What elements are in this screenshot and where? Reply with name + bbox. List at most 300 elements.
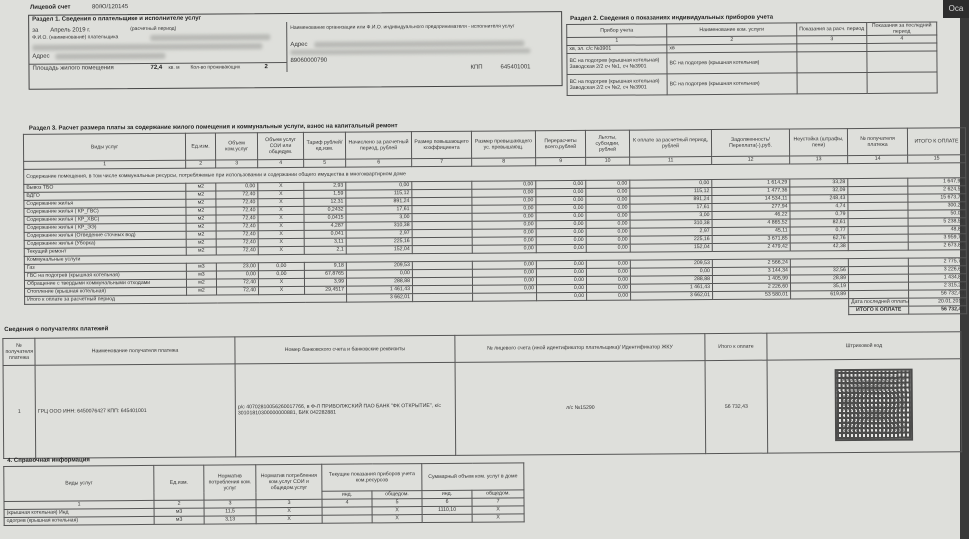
- calc-col-index: 14: [848, 155, 908, 163]
- service-value: 0,00: [586, 244, 630, 252]
- service-value: 0,00: [472, 213, 536, 221]
- service-value: X: [258, 214, 304, 222]
- service-value: 2 566,24: [712, 259, 790, 268]
- meters-col-device: Прибор учета: [567, 24, 667, 38]
- service-value: 0,00: [536, 212, 586, 220]
- service-name: Содержание жилья (Отведение сточных вод): [24, 231, 186, 240]
- ref-col-index: 7: [472, 498, 524, 506]
- service-value: 0,00: [537, 284, 587, 292]
- ref-subcol: инд.: [322, 491, 372, 499]
- recipient-no: 1: [3, 365, 36, 458]
- service-value: м2: [186, 223, 216, 231]
- service-value: 1 477,36: [712, 187, 790, 196]
- service-value: 48,85: [908, 226, 966, 234]
- service-name: Содержание жилья ( КР_ЭЭ): [24, 223, 186, 232]
- service-value: X: [258, 190, 304, 198]
- service-value: м3: [186, 263, 216, 271]
- service-value: 277,94: [712, 203, 790, 212]
- service-value: 0,00: [536, 204, 586, 212]
- recipients-col-barcode: Штриховой код: [767, 332, 961, 360]
- service-value: 3 144,34: [712, 267, 790, 276]
- service-value: 1,59: [304, 190, 346, 198]
- service-value: 4 865,52: [712, 219, 790, 228]
- service-value: 3 959,77: [908, 234, 966, 242]
- ref-subcol: общедом.: [372, 491, 422, 499]
- service-value: 29,4517: [305, 286, 347, 294]
- service-value: 0,00: [472, 205, 536, 213]
- service-value: 0,0415: [304, 214, 346, 222]
- service-value: 0,00: [472, 245, 536, 253]
- ref-col-index: 4: [322, 499, 372, 507]
- service-value: 72,40: [216, 191, 258, 199]
- meter-device: хв, эл. с/с №3901: [567, 45, 667, 54]
- service-value: 288,88: [346, 278, 412, 286]
- calc-col-index: 7: [412, 158, 472, 166]
- ref-value: X: [372, 515, 422, 523]
- service-value: 0,00: [536, 180, 586, 188]
- service-value: 2 673,84: [908, 242, 966, 250]
- service-value: 0,00: [536, 188, 586, 196]
- service-value: 0,00: [586, 260, 630, 268]
- service-value: 82,61: [790, 219, 848, 227]
- service-value: 0,00: [536, 244, 586, 252]
- calc-col-header: Ед.изм.: [185, 133, 215, 160]
- service-name: Содержание жилья: [24, 199, 186, 208]
- service-value: 1 647,98: [908, 178, 966, 186]
- service-value: 0,00: [536, 196, 586, 204]
- service-name: Содержание жилья ( КР_ХВС): [24, 215, 186, 224]
- reference-table: [3, 462, 524, 526]
- service-value: 2 775,77: [908, 258, 966, 266]
- residents-value: 2: [264, 64, 268, 71]
- recipients-col-no: № получателя платежа: [3, 338, 35, 365]
- calc-col-index: 2: [186, 160, 216, 168]
- service-value: 4,287: [304, 222, 346, 230]
- service-value: 225,16: [346, 238, 412, 246]
- service-value: м2: [186, 231, 216, 239]
- total-value: 3 662,01: [631, 292, 713, 301]
- service-value: м2: [186, 247, 216, 255]
- period-caption: (расчетный период): [130, 25, 177, 33]
- meter-service: ВС на подогрев (крышная котельная): [667, 73, 797, 95]
- area-label: Площадь жилого помещения: [32, 65, 114, 72]
- recipients-table: [2, 331, 962, 459]
- executor-phone: 89060000790: [290, 57, 328, 64]
- section2-title: Раздел 2. Сведения о показаниях индивидуальных приборов учета: [570, 14, 774, 23]
- ref-value: м3: [154, 516, 204, 524]
- recipients-col-account: № лицевого счета (иной идентификатор плательщика)/ Идентификатор ЖКУ: [455, 334, 705, 363]
- service-value: 42,38: [790, 243, 848, 251]
- service-value: 0,00: [536, 276, 586, 284]
- service-value: м2: [186, 279, 216, 287]
- service-value: 891,24: [346, 198, 412, 206]
- total-value: 0,00: [537, 292, 587, 300]
- service-value: 0,00: [586, 212, 630, 220]
- service-value: 0,00: [536, 220, 586, 228]
- service-value: 0,00: [586, 284, 630, 292]
- service-value: 3 226,63: [908, 266, 966, 274]
- ref-col-unit: Ед.изм.: [154, 465, 204, 500]
- calc-col-index: 3: [216, 160, 258, 168]
- service-value: 72,40: [216, 279, 258, 287]
- service-value: 28,89: [790, 275, 848, 283]
- ref-col-index: 5: [372, 499, 422, 507]
- meters-col-current: Показания за расч. период: [797, 22, 867, 35]
- service-value: 2,97: [630, 228, 712, 237]
- calc-col-header: Виды услуг: [23, 133, 185, 161]
- ref-col-index: 3: [256, 499, 322, 507]
- ref-value: м3: [154, 508, 204, 516]
- service-value: 46,22: [712, 211, 790, 220]
- service-value: 17,61: [346, 206, 412, 214]
- service-value: 72,40: [216, 231, 258, 239]
- service-value: 0,041: [304, 230, 346, 238]
- ref-value: [322, 515, 372, 523]
- ref-col-service: Виды услуг: [4, 465, 154, 501]
- service-value: 0,00: [586, 228, 630, 236]
- service-value: 209,53: [630, 260, 712, 269]
- ref-value: [422, 514, 472, 522]
- meters-idx: 3: [797, 35, 867, 43]
- redacted-payer: [150, 34, 270, 41]
- total-label: Итого к оплате за расчетный период: [25, 294, 347, 304]
- service-value: X: [258, 238, 304, 246]
- kpp-label: КПП: [470, 64, 483, 71]
- recipients-title: Сведения о получателях платежей: [4, 326, 109, 333]
- group-utilities: Коммунальные услуги: [24, 250, 966, 265]
- calc-col-header: Начислено за расчетный период, рублей: [345, 132, 411, 159]
- service-value: 310,38: [346, 222, 412, 230]
- service-value: 248,43: [790, 195, 848, 203]
- grand-total-label: ИТОГО К ОПЛАТЕ: [849, 306, 909, 314]
- service-value: 0,00: [586, 196, 630, 204]
- meter-device: ВС на подогрев (крышная котельная) Заводская 2/2 сч №2, сч №3901: [567, 74, 667, 96]
- last-payment-label: Дата последней оплаты: [849, 298, 909, 306]
- service-value: 72,40: [216, 239, 258, 247]
- service-value: 2 315,23: [908, 282, 966, 290]
- account-label: Лицевой счет: [30, 4, 71, 11]
- service-value: 0,00: [586, 276, 630, 284]
- service-value: X: [259, 286, 305, 294]
- ref-col-index: 3: [204, 500, 256, 508]
- calculation-table: [23, 127, 967, 321]
- total-value: 0,00: [587, 292, 631, 300]
- service-name: Отопление (крышная котельная): [25, 287, 187, 296]
- service-value: 0,00: [472, 181, 536, 189]
- ref-value: 3,13: [204, 516, 256, 524]
- service-value: 0,00: [472, 269, 536, 277]
- ref-value: X: [472, 514, 524, 522]
- service-name: Содержание жилья ( КР_ГВС): [24, 207, 186, 216]
- service-value: 72,40: [216, 247, 258, 255]
- service-value: м2: [186, 191, 216, 199]
- service-value: 0,00: [346, 270, 412, 278]
- service-value: 45,11: [712, 227, 790, 236]
- calc-col-header: ИТОГО К ОПЛАТЕ: [907, 128, 965, 155]
- service-value: 0,00: [536, 228, 586, 236]
- executor-address-label: Адрес: [290, 41, 308, 48]
- last-payment-value: 20.01.2019: [909, 298, 967, 306]
- service-value: 17,61: [630, 204, 712, 213]
- calc-col-header: Размер превышающего ус. превышающ.: [471, 131, 535, 158]
- service-value: 0,00: [472, 237, 536, 245]
- service-value: 0,00: [216, 271, 258, 279]
- qr-code-pattern: [843, 376, 905, 434]
- calc-col-index: 4: [258, 159, 304, 167]
- address-label: Адрес: [32, 53, 50, 60]
- recipients-col-name: Наименование получателя платежа: [35, 337, 235, 365]
- calc-col-header: Тариф рублей/ ед.изм.: [303, 132, 345, 159]
- service-value: 15 673,78: [908, 194, 966, 202]
- ref-value: X: [256, 515, 322, 523]
- ref-value: X: [256, 507, 322, 515]
- ref-col-norm-soi: Норматив потребления ком.услуг СОИ и общедом.услуг: [256, 464, 322, 499]
- service-value: 23,00: [216, 263, 258, 271]
- service-value: 152,04: [630, 244, 712, 253]
- service-value: м2: [186, 239, 216, 247]
- account-number: 80/Ю/120145: [92, 4, 129, 11]
- meters-col-service: Наименование ком. услуги: [667, 23, 797, 37]
- meter-service: ВС на подогрев (крышная котельная): [667, 52, 797, 74]
- service-value: 72,40: [216, 215, 258, 223]
- service-value: 3,11: [304, 238, 346, 246]
- ref-subcol: инд.: [422, 490, 472, 498]
- calc-col-header: Льготы, субсидии, рублей: [585, 130, 629, 157]
- calc-col-header: Неустойка (штрафы, пени): [789, 129, 847, 156]
- total-value: 53 580,01: [713, 291, 791, 300]
- calc-col-header: К оплате за расчетный период, рублей: [629, 130, 711, 158]
- service-value: 0,00: [472, 261, 536, 269]
- meters-idx: 4: [867, 35, 937, 43]
- service-value: X: [258, 198, 304, 206]
- service-name: ВДГО: [24, 191, 186, 200]
- service-value: X: [258, 182, 304, 190]
- service-value: м3: [186, 271, 216, 279]
- service-value: 35,19: [790, 283, 848, 291]
- service-value: 72,40: [216, 199, 258, 207]
- service-value: X: [258, 230, 304, 238]
- service-value: 891,24: [630, 196, 712, 205]
- service-value: 5 238,51: [908, 218, 966, 226]
- service-value: 0,00: [472, 277, 536, 285]
- service-value: 288,88: [630, 276, 712, 285]
- service-value: 2 624,56: [908, 186, 966, 194]
- service-value: 2,97: [346, 230, 412, 238]
- service-value: 0,00: [472, 197, 536, 205]
- corner-label: Оса: [943, 0, 969, 18]
- period-label: за: [32, 27, 39, 34]
- service-value: 152,04: [346, 246, 412, 254]
- service-value: 9,18: [304, 262, 346, 270]
- service-value: 115,12: [630, 188, 712, 197]
- recipient-name: ГРЦ ООО ИНН: 6450076427 КПП: 645401001: [35, 364, 236, 458]
- calc-col-index: 5: [304, 159, 346, 167]
- grand-total-value: 56 732,43: [909, 306, 967, 314]
- service-value: 0,00: [346, 182, 412, 190]
- service-value: 2 479,42: [712, 243, 790, 252]
- period-value: Апрель 2019 г.: [50, 27, 91, 34]
- service-value: 3,99: [304, 278, 346, 286]
- service-value: 3,00: [630, 212, 712, 221]
- service-value: 72,40: [217, 287, 259, 295]
- ref-col-index: 2: [154, 500, 204, 508]
- service-value: 0,00: [472, 221, 536, 229]
- service-value: 1 461,43: [630, 284, 712, 293]
- service-value: 300,29: [908, 202, 966, 210]
- service-value: 2 226,60: [712, 283, 790, 292]
- recipient-bank: р/с 40702810056260017766, в Ф-Л ПРИВОЛЖСКИЙ ПАО БАНК "ФК ОТКРЫТИЕ", к/с 30101810300000000881, БИК 042282881: [235, 362, 456, 457]
- service-value: 2,93: [304, 182, 346, 190]
- calc-col-index: 12: [712, 156, 790, 165]
- service-value: 0,00: [258, 270, 304, 278]
- ref-service: одогрев (крышная котельная): [4, 516, 154, 525]
- service-value: 50,01: [908, 210, 966, 218]
- meters-col-previous: Показания за последний период: [867, 22, 937, 35]
- service-value: 0,00: [216, 183, 258, 191]
- calc-col-index: 1: [24, 160, 186, 169]
- group-maintenance: Содержание помещения, в том числе коммунальные ресурсы, потребляемые при использовании и содержании общего имущества в многоквартирном доме: [24, 163, 966, 185]
- service-value: 310,38: [630, 220, 712, 229]
- calc-col-index: 15: [908, 155, 966, 163]
- area-unit: кв. м: [168, 64, 180, 71]
- service-value: м2: [187, 287, 217, 295]
- ref-col-volume: Суммарный объем ком. услуг в доме: [422, 463, 524, 491]
- service-value: 14 534,11: [712, 195, 790, 204]
- service-value: 3 671,85: [712, 235, 790, 244]
- service-name: Газ: [24, 263, 186, 272]
- section1-title: Раздел 1. Сведения о плательщике и исполнителе услуг: [32, 15, 202, 23]
- calc-col-index: 13: [790, 156, 848, 164]
- service-value: 0,00: [536, 268, 586, 276]
- ref-value: X: [472, 506, 524, 514]
- service-value: 115,12: [346, 190, 412, 198]
- recipient-total: 56 732,43: [705, 360, 768, 453]
- area-value: 72,4: [150, 64, 163, 71]
- ref-service: (крышная котельная) Инд: [4, 508, 154, 517]
- service-value: 72,40: [216, 207, 258, 215]
- service-value: 225,16: [630, 236, 712, 245]
- service-value: м2: [186, 207, 216, 215]
- service-value: 33,28: [790, 179, 848, 187]
- service-value: 0,2432: [304, 206, 346, 214]
- total-value: 3 662,01: [347, 294, 413, 302]
- service-value: 209,53: [346, 262, 412, 270]
- total-value: 619,89: [791, 291, 849, 299]
- calc-col-header: Размер повышающего коэффициента: [411, 131, 471, 158]
- calc-col-header: Задолженность/ Переплата(-),руб.: [711, 129, 789, 157]
- service-value: 0,00: [473, 285, 537, 293]
- service-name: ГВС на подогрев (крышная котельная): [24, 271, 186, 280]
- service-value: м2: [186, 199, 216, 207]
- service-value: 1 405,99: [712, 275, 790, 284]
- calc-col-header: Объем услуг СОИ или общедум.: [257, 132, 303, 159]
- calc-col-index: 6: [346, 159, 412, 167]
- ref-col-readings: Текущие показания приборов учета ком.ресурсов: [322, 464, 422, 492]
- ref-col-norm: Норматив потребления ком. услуг: [204, 465, 256, 500]
- service-value: 0,00: [258, 262, 304, 270]
- meter-service: хв: [667, 44, 797, 53]
- ref-value: 11,5: [204, 508, 256, 516]
- service-value: 0,00: [586, 180, 630, 188]
- service-value: м2: [186, 183, 216, 191]
- service-value: 2,1: [304, 246, 346, 254]
- service-value: м2: [186, 215, 216, 223]
- service-value: 4,74: [790, 203, 848, 211]
- service-value: 0,00: [630, 180, 712, 189]
- service-name: Вывоз ТБО: [24, 183, 186, 192]
- ref-value: 1110,10: [422, 506, 472, 514]
- calc-col-index: 11: [630, 157, 712, 166]
- service-value: 0,00: [536, 260, 586, 268]
- service-value: 62,76: [790, 235, 848, 243]
- service-value: 0,00: [472, 229, 536, 237]
- service-value: 0,00: [536, 236, 586, 244]
- service-value: X: [258, 278, 304, 286]
- kpp-value: 645401001: [500, 64, 531, 71]
- service-value: 1 614,29: [712, 179, 790, 188]
- calc-col-header: Перерасчеты всего,рублей: [535, 130, 585, 157]
- meters-idx: 1: [567, 37, 667, 46]
- meters-idx: 2: [667, 36, 797, 45]
- total-value: 56 732,43: [909, 290, 967, 298]
- meters-table: [566, 21, 937, 96]
- service-value: 0,00: [472, 189, 536, 197]
- ref-col-index: 1: [4, 500, 154, 509]
- ref-col-index: 6: [422, 498, 472, 506]
- service-value: 0,77: [790, 227, 848, 235]
- calc-col-header: № получателя платежа: [847, 128, 907, 155]
- calc-col-index: 10: [586, 157, 630, 165]
- redacted-address: [55, 53, 165, 60]
- service-name: Обращение с твердыми коммунальными отходами: [24, 279, 186, 288]
- service-value: 3,00: [346, 214, 412, 222]
- residents-label: Кол-во проживающих: [190, 64, 241, 71]
- service-value: 1 461,43: [347, 286, 413, 294]
- section3-title: Раздел 3. Расчет размера платы за содержание жилого помещения и коммунальные услуги, взнос на капитальный ремонт: [28, 123, 398, 132]
- service-value: 1 434,87: [908, 274, 966, 282]
- recipients-col-bank: Номер банковского счета и банковские реквизиты: [235, 335, 455, 364]
- recipients-col-total: Итого к оплате: [705, 333, 767, 360]
- service-value: 67,8765: [304, 270, 346, 278]
- service-value: X: [258, 246, 304, 254]
- ref-value: X: [372, 507, 422, 515]
- calc-col-index: 8: [472, 158, 536, 166]
- recipient-account: л/с №15290: [455, 361, 706, 456]
- service-value: 32,56: [790, 267, 848, 275]
- service-value: 72,40: [216, 223, 258, 231]
- meter-device: ВС на подогрев (крышная котельная) Заводская 2/2 сч №1, сч №3901: [567, 53, 667, 75]
- calc-col-header: Объем ком.услуг: [215, 133, 257, 160]
- service-value: X: [258, 206, 304, 214]
- service-value: 32,09: [790, 187, 848, 195]
- calc-col-index: 9: [536, 157, 586, 165]
- executor-label: Наименование организации или Ф.И.О. индивидуального предпринимателя - исполнителя услуг: [290, 23, 515, 31]
- reference-title: 4. Справочная информация: [7, 457, 90, 464]
- service-value: 0,00: [586, 268, 630, 276]
- service-value: X: [258, 222, 304, 230]
- service-value: 0,00: [586, 220, 630, 228]
- service-value: 0,79: [790, 211, 848, 219]
- ref-subcol: общедом.: [472, 490, 524, 498]
- service-value: 0,00: [630, 268, 712, 277]
- service-value: 12,31: [304, 198, 346, 206]
- service-value: 0,00: [586, 188, 630, 196]
- service-value: 0,00: [586, 204, 630, 212]
- service-name: Содержание жилья (Уборка): [24, 239, 186, 248]
- payer-label: Ф.И.О. (наименование) плательщика: [32, 34, 119, 41]
- service-name: Текущий ремонт: [24, 247, 186, 256]
- service-value: 0,00: [586, 236, 630, 244]
